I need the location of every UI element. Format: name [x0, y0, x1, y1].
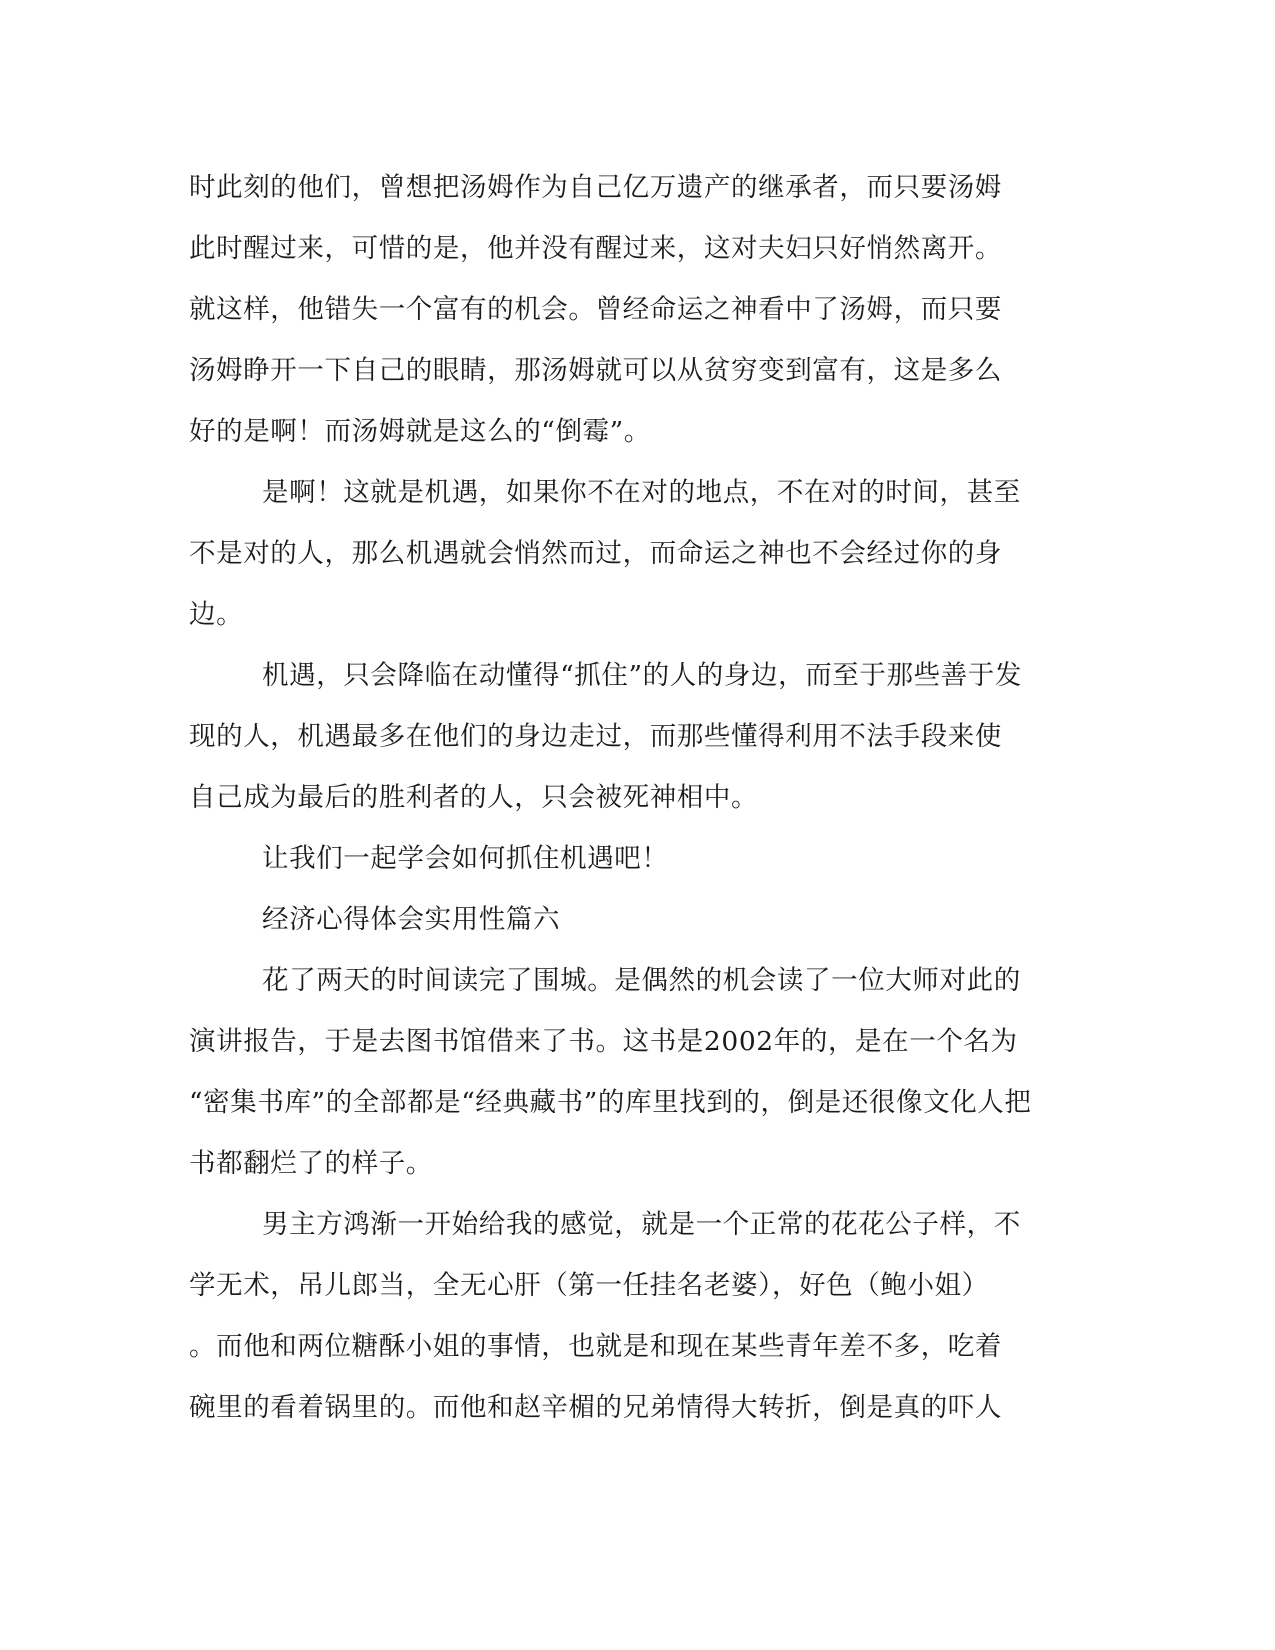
text-line: 不是对的人，那么机遇就会悄然而过，而命运之神也不会经过你的身	[189, 538, 1002, 569]
text-line: 好的是啊！而汤姆就是这么的“倒霉”。	[189, 416, 651, 447]
text-line: 此时醒过来，可惜的是，他并没有醒过来，这对夫妇只好悄然离开。	[189, 233, 1002, 264]
text-line: 书都翻烂了的样子。	[189, 1148, 433, 1179]
text-line: 。而他和两位糖酥小姐的事情，也就是和现在某些青年差不多，吃着	[189, 1331, 1002, 1362]
text-line: 学无术，吊儿郎当，全无心肝（第一任挂名老婆），好色（鲍小姐）	[189, 1270, 989, 1301]
text-line: 边。	[189, 599, 244, 630]
text-line: 就这样，他错失一个富有的机会。曾经命运之神看中了汤姆，而只要	[189, 294, 1002, 325]
text-line: “密集书库”的全部都是“经典藏书”的库里找到的，倒是还很像文化人把	[189, 1087, 1032, 1118]
text-line: 时此刻的他们，曾想把汤姆作为自己亿万遗产的继承者，而只要汤姆	[189, 172, 1002, 203]
text-line: 碗里的看着锅里的。而他和赵辛楣的兄弟情得大转折，倒是真的吓人	[189, 1392, 1002, 1423]
document-body	[189, 157, 1089, 1438]
text-line: 自己成为最后的胜利者的人，只会被死神相中。	[189, 782, 759, 813]
text-line: 现的人，机遇最多在他们的身边走过，而那些懂得利用不法手段来使	[189, 721, 1002, 752]
text-line: 演讲报告，于是去图书馆借来了书。这书是2002年的，是在一个名为	[189, 1026, 1018, 1057]
paragraph-start-line: 是啊！这就是机遇，如果你不在对的地点，不在对的时间，甚至	[262, 477, 1021, 508]
paragraph-start-line: 花了两天的时间读完了围城。是偶然的机会读了一位大师对此的	[262, 965, 1021, 996]
text-line: 汤姆睁开一下自己的眼睛，那汤姆就可以从贫穷变到富有，这是多么	[189, 355, 1002, 386]
paragraph-start-line: 男主方鸿渐一开始给我的感觉，就是一个正常的花花公子样，不	[262, 1209, 1021, 1240]
section-heading: 经济心得体会实用性篇六	[262, 904, 561, 935]
paragraph-start-line: 机遇，只会降临在动懂得“抓住”的人的身边，而至于那些善于发	[262, 660, 1022, 691]
paragraph-start-line: 让我们一起学会如何抓住机遇吧！	[262, 843, 669, 874]
